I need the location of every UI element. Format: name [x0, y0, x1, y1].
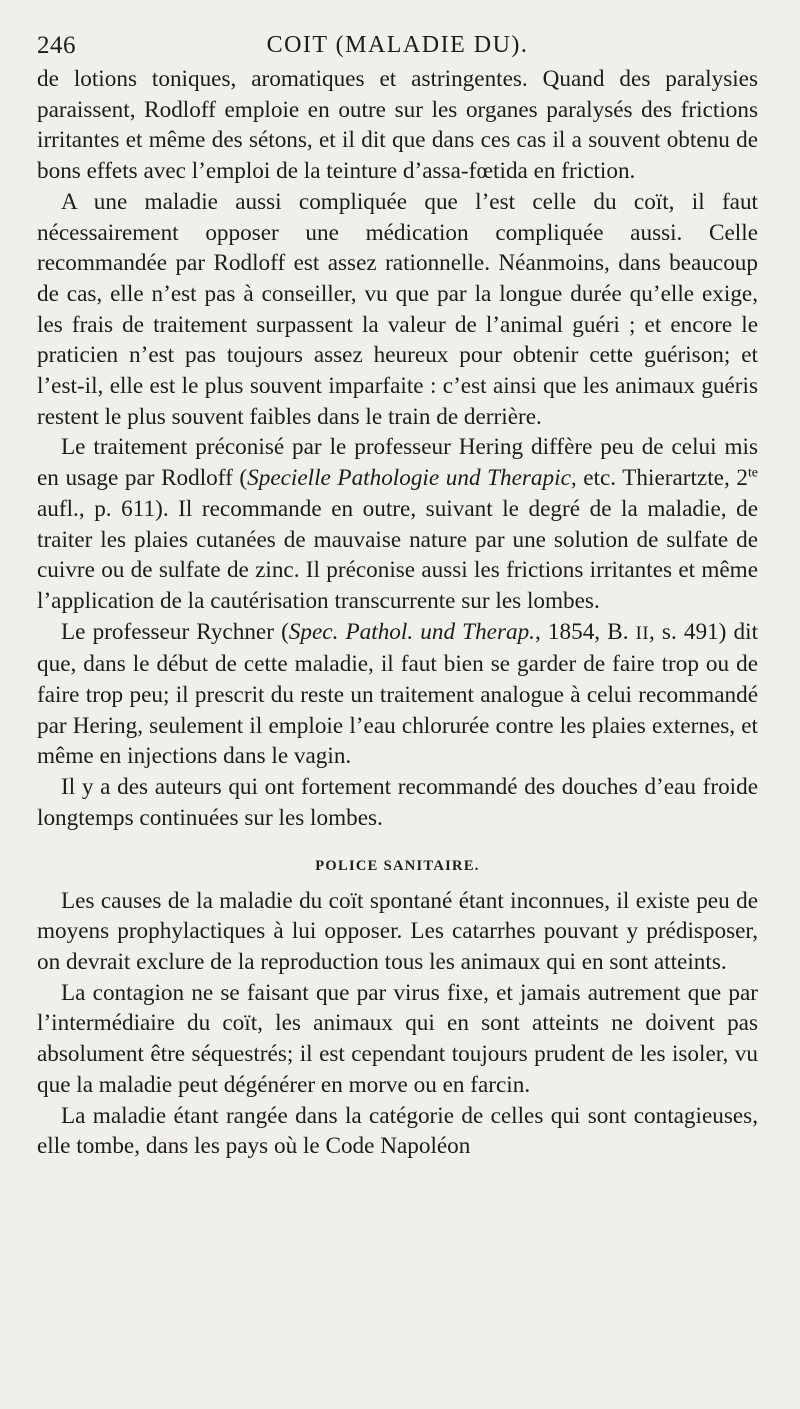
- paragraph-3-text-c: aufl., p. 611). Il recommande en outre, suivant le degré de la maladie, de traiter les plaies cutanées de mauvaise nature par une solution de sulfate de cuivre ou de sulfate de zinc. Il préconise aussi les frictions irritantes et même l’application de la cautérisation transcurrente sur les lombes.: [37, 495, 758, 614]
- paragraph-2: A une maladie aussi compliquée que l’est celle du coït, il faut nécessairement opposer une médication compliquée aussi. Celle recommandée par Rodloff est assez rationnelle. Néanmoins, dans beaucoup de cas, elle n’est pas à conseiller, vu que par la longue durée qu’elle exige, les frais de traitement surpassent la valeur de l’animal guéri ; et encore le praticien n’est pas toujours assez heureux pour obtenir cette guérison; et l’est-il, elle est le plus souvent imparfaite : c’est ainsi que les animaux guéris restent le plus souvent faibles dans le train de derrière.: [37, 188, 758, 430]
- citation-rychner: Spec. Pathol. und Therap.: [288, 618, 535, 645]
- paragraph-4: [37, 617, 758, 773]
- paragraph-5: Il y a des auteurs qui ont fortement recommandé des douches d’eau froide longtemps continuées sur les lombes.: [37, 774, 758, 831]
- paragraph-6: Les causes de la maladie du coït spontané étant inconnues, il existe peu de moyens prophylactiques à lui opposer. Les catarrhes pouvant y prédisposer, on devrait exclure de la reproduction tous les animaux qui en sont atteints.: [37, 887, 758, 975]
- edition-superscript: te: [747, 465, 758, 481]
- paragraph-4-text-c: , s. 491) dit que, dans le début de cette maladie, il faut bien se garder de faire trop ou de faire trop peu; il prescrit du reste un traitement analogue à celui recommandé par Hering, seulement il emploie l’eau chlorurée contre les plaies externes, et même en injections dans le vagin.: [37, 618, 759, 770]
- paragraph-4-text-b: , 1854, B.: [534, 618, 636, 645]
- paragraph-7: La contagion ne se faisant que par virus fixe, et jamais autrement que par l’intermédiaire du coït, les animaux qui en sont atteints ne doivent pas absolument être séquestrés; il est cependant toujours prudent de les isoler, vu que la maladie peut dégénérer en morve ou en farcin.: [37, 979, 758, 1098]
- volume-roman-numeral: II: [635, 622, 649, 644]
- paragraph-1: de lotions toniques, aromatiques et astringentes. Quand des paralysies paraissent, Rodloff emploie en outre sur les organes paralysés des frictions irritantes et même des sétons, et il dit que dans ces cas il a souvent obtenu de bons effets avec l’emploi de la teinture d’assa-fœtida en friction.: [37, 66, 758, 185]
- page-number: 246: [37, 32, 76, 59]
- paragraph-3-text-b: etc. Thierartzte, 2: [576, 465, 748, 492]
- section-heading: POLICE SANITAIRE.: [315, 857, 480, 874]
- paragraph-3: [37, 432, 758, 616]
- running-title: COIT (MALADIE DU).: [266, 32, 529, 58]
- citation-hering: Specielle Pathologie und Therapic,: [247, 465, 577, 492]
- running-head: [37, 20, 758, 64]
- paragraph-4-text-a: Le professeur Rychner (: [61, 618, 289, 645]
- paragraph-8: La maladie étant rangée dans la catégorie de celles qui sont contagieuses, elle tombe, dans les pays où le Code Napoléon: [37, 1102, 758, 1160]
- body-text: [37, 64, 758, 1162]
- paragraph-3-text-a: Le traitement préconisé par le professeur Hering diffère peu de celui mis en usage par Rodloff (: [37, 434, 758, 492]
